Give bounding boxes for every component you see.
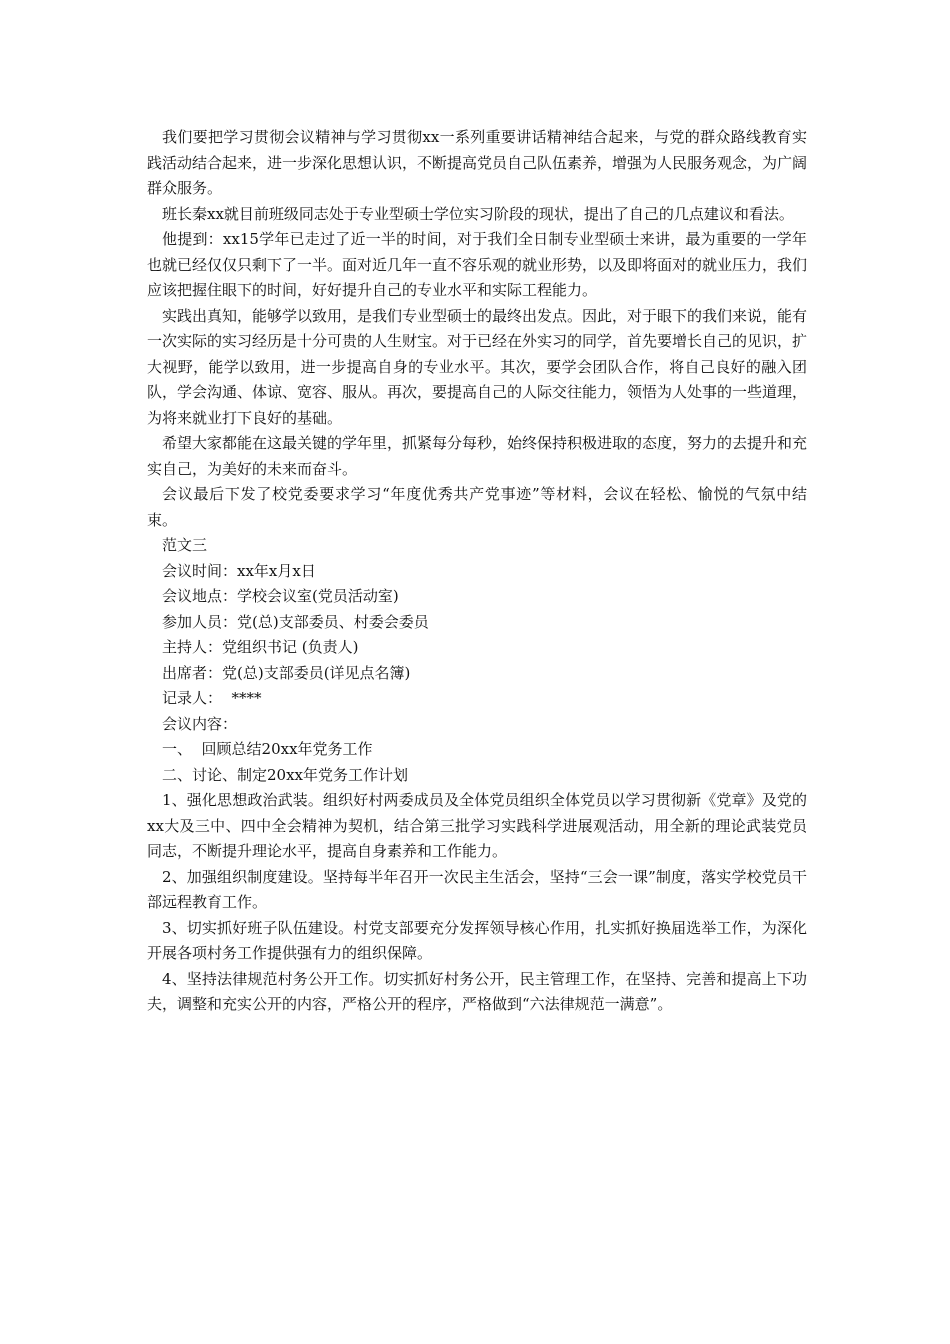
section-title-sample-three: 范文三 [162,536,208,554]
paragraph-meeting-end: 会议最后下发了校党委要求学习“年度优秀共产党事迹”等材料，会议在轻松、愉悦的气氛中结束。 [147,485,807,529]
paragraph-practice: 实践出真知，能够学以致用，是我们专业型硕士的最终出发点。因此，对于眼下的我们来说，能有一次实际的实习经历是十分可贵的人生财宝。对于已经在外实习的同学，首先要增长自己的见识，扩大视野，能学以致用，进一步提高自身的专业水平。其次，要学会团队合作，将自己良好的融入团队，学会沟通、体谅、宽容、服从。再次，要提高自己的人际交往能力，领悟为人处事的一些道理，为将来就业打下良好的基础。 [147,306,808,427]
meeting-host: 主持人：党组织书记 (负责人) [162,638,359,656]
paragraph-monitor-suggestions: 班长秦xx就目前班级同志处于专业型硕士学位实习阶段的现状，提出了自己的几点建议和看法。 [162,204,794,223]
plan-item-2: 2、加强组织制度建设。坚持每半年召开一次民主生活会，坚持“三会一课”制度，落实学校党员干部远程教育工作。 [147,867,807,911]
meeting-recorder: 记录人： **** [162,689,262,707]
agenda-item-two: 二、讨论、制定20xx年党务工作计划 [162,765,409,784]
agenda-item-one: 一、 回顾总结20xx年党务工作 [162,740,373,758]
paragraph-academic-year: 他提到：xx15学年已走过了近一半的时间，对于我们全日制专业型硕士来讲，最为重要的一学年也就已经仅仅只剩下了一半。面对近几年一直不容乐观的就业形势，以及即将面对的就业压力，我们应该把握住眼下的时间，好好提升自己的专业水平和实际工程能力。 [147,230,808,299]
meeting-attendees: 出席者：党(总)支部委员(详见点名簿) [162,663,411,682]
paragraph-hope: 希望大家都能在这最关键的学年里，抓紧每分每秒，始终保持积极进取的态度，努力的去提升和充实自己，为美好的未来而奋斗。 [147,434,808,478]
plan-item-4: 4、坚持法律规范村务公开工作。切实抓好村务公开，民主管理工作，在坚持、完善和提高上下功夫，调整和充实公开的内容，严格公开的程序，严格做到“六法律规范一满意”。 [147,969,807,1013]
plan-item-3: 3、切实抓好班子队伍建设。村党支部要充分发挥领导核心作用，扎实抓好换届选举工作，为深化开展各项村务工作提供强有力的组织保障。 [147,918,807,962]
meeting-participants: 参加人员：党(总)支部委员、村委会委员 [162,612,429,631]
meeting-location: 会议地点：学校会议室(党员活动室) [162,587,399,605]
plan-item-1: 1、强化思想政治武装。组织好村两委成员及全体党员组织全体党员以学习贯彻新《党章》及党的xx大及三中、四中全会精神为契机，结合第三批学习实践科学进展观活动，用全新的理论武装党员同志，不断提升理论水平，提高自身素养和工作能力。 [147,791,807,860]
document-page [147,125,807,1018]
meeting-content-label: 会议内容： [162,714,238,733]
meeting-time: 会议时间：xx年x月x日 [162,561,316,580]
paragraph-study-spirit: 我们要把学习贯彻会议精神与学习贯彻xx一系列重要讲话精神结合起来，与党的群众路线教育实践活动结合起来，进一步深化思想认识，不断提高党员自己队伍素养，增强为人民服务观念，为广阔群众服务。 [147,128,808,197]
